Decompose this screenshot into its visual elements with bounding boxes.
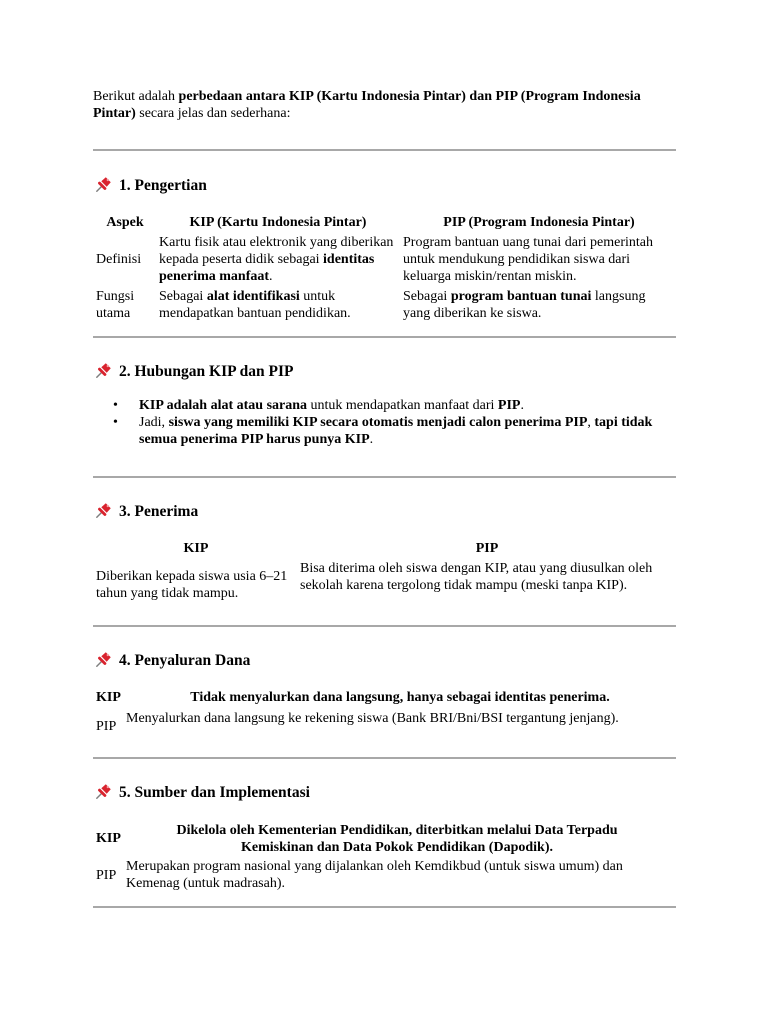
divider	[93, 757, 676, 759]
list-item	[113, 397, 673, 414]
pushpin-icon	[95, 501, 113, 519]
divider	[93, 906, 676, 908]
table-cell-kip: Tidak menyalurkan dana langsung, hanya sebagai identitas penerima.	[190, 690, 610, 705]
table-cell-pip: Bisa diterima oleh siswa dengan KIP, atau yang diusulkan oleh sekolah karena tergolong tidak mampu (meski tanpa KIP).	[300, 561, 653, 593]
bullet-bold: siswa yang memiliki KIP secara otomatis menjadi calon penerima PIP	[168, 415, 588, 430]
bullet-text: .	[520, 398, 524, 413]
cell-text-end: untuk mendapatkan bantuan pendidikan.	[159, 289, 351, 321]
list-item	[113, 414, 673, 448]
bullet-bold: PIP	[497, 398, 521, 413]
section-title-penyaluran	[95, 650, 250, 671]
bullet-text: Jadi,	[139, 415, 169, 430]
row-label-pip: PIP	[96, 868, 117, 883]
pushpin-icon	[95, 361, 113, 379]
table-cell-aspek: Definisi	[96, 252, 142, 267]
divider	[93, 625, 676, 627]
intro-text: Berikut adalah	[93, 89, 179, 104]
section-title-pengertian	[95, 175, 207, 196]
table-cell-kip: Diberikan kepada siswa usia 6–21 tahun yang tidak mampu.	[96, 569, 288, 601]
bullet-text: .	[369, 432, 374, 447]
bullet-text: untuk mendapatkan manfaat dari	[307, 398, 498, 413]
row-label-kip: KIP	[96, 690, 121, 705]
table-cell-pip	[403, 288, 675, 322]
section-title-sumber	[95, 782, 310, 803]
cell-text: Sebagai	[159, 289, 207, 304]
table-cell-pip: Merupakan program nasional yang dijalankan oleh Kemdikbud (untuk siswa umum) dan Kemenag (untuk madrasah).	[126, 859, 623, 891]
table-header-pip: PIP (Program Indonesia Pintar)	[443, 215, 635, 230]
table-header-kip: KIP (Kartu Indonesia Pintar)	[189, 215, 367, 230]
divider	[93, 336, 676, 338]
table-cell-pip: Program bantuan uang tunai dari pemerintah untuk mendukung pendidikan siswa dari keluarga miskin/rentan miskin.	[403, 235, 653, 284]
cell-text: Kartu fisik atau elektronik yang diberikan kepada peserta didik sebagai	[159, 235, 394, 267]
divider	[93, 149, 676, 151]
bullet-list	[113, 397, 673, 448]
bullet-text: ,	[587, 415, 595, 430]
cell-text-end: .	[269, 269, 273, 284]
section-title-text: 1. Pengertian	[119, 177, 207, 194]
intro-paragraph	[93, 88, 673, 122]
table-cell-kip	[159, 288, 397, 322]
bullet-bold: KIP adalah alat atau sarana	[139, 398, 308, 413]
section-title-text: 2. Hubungan KIP dan PIP	[119, 363, 294, 380]
intro-bold: perbedaan antara KIP (Kartu Indonesia Pintar) dan PIP (Program Indonesia Pintar)	[93, 89, 641, 121]
table-cell-kip	[159, 234, 401, 285]
table-header-kip: KIP	[183, 541, 209, 556]
table-cell-kip: Dikelola oleh Kementerian Pendidikan, diterbitkan melalui Data Terpadu Kemiskinan dan Data Pokok Pendidikan (Dapodik).	[176, 823, 618, 855]
table-cell-aspek: Fungsi utama	[96, 289, 135, 321]
cell-text: Sebagai	[403, 289, 451, 304]
pushpin-icon	[95, 650, 113, 668]
cell-bold: alat identifikasi	[206, 289, 300, 304]
table-header-aspek: Aspek	[106, 215, 144, 230]
row-label-pip: PIP	[96, 719, 117, 734]
intro-text-end: secara jelas dan sederhana:	[135, 106, 291, 121]
table-header-pip: PIP	[475, 541, 499, 556]
section-title-hubungan	[95, 361, 293, 382]
divider	[93, 476, 676, 478]
cell-bold: identitas penerima manfaat	[159, 252, 375, 284]
row-label-kip: KIP	[96, 831, 121, 846]
section-title-penerima	[95, 501, 198, 522]
section-title-text: 5. Sumber dan Implementasi	[119, 784, 310, 801]
section-title-text: 3. Penerima	[119, 503, 199, 520]
cell-bold: program bantuan tunai	[450, 289, 592, 304]
pushpin-icon	[95, 175, 113, 193]
cell-text-end: langsung yang diberikan ke siswa.	[403, 289, 646, 321]
pushpin-icon	[95, 782, 113, 800]
section-title-text: 4. Penyaluran Dana	[119, 652, 251, 669]
table-cell-pip: Menyalurkan dana langsung ke rekening siswa (Bank BRI/Bni/BSI tergantung jenjang).	[126, 711, 619, 726]
bullet-bold: tapi tidak semua penerima PIP harus punya KIP	[139, 415, 653, 447]
